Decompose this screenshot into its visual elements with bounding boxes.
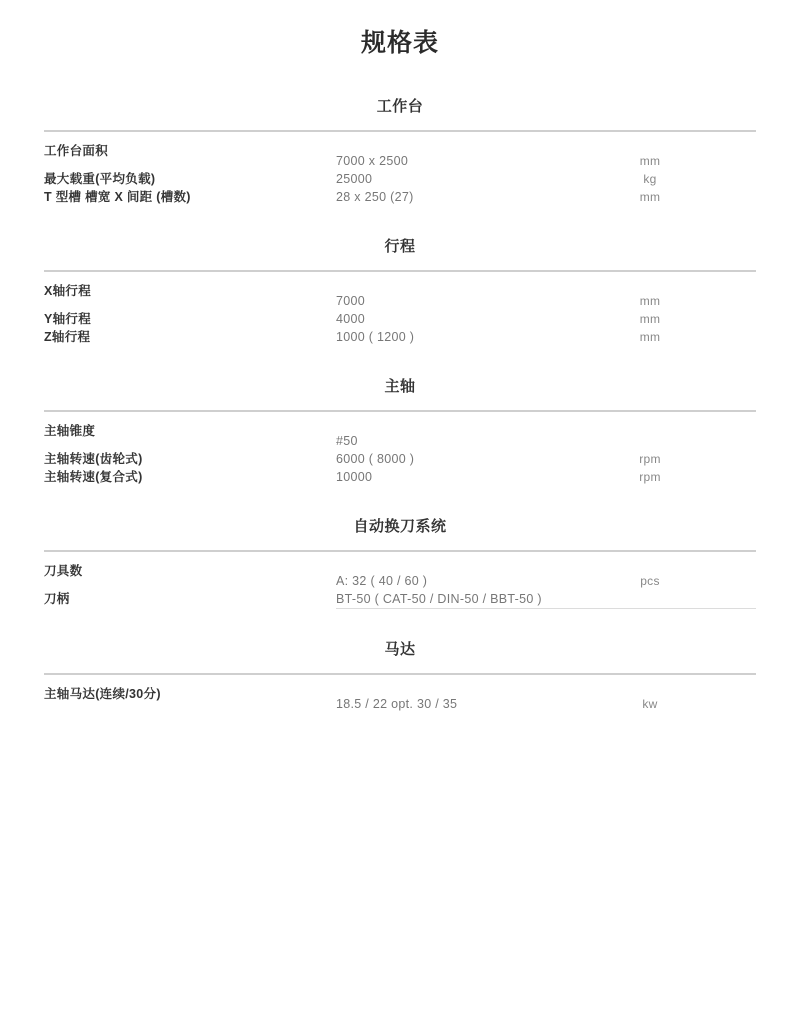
row-unit: kw	[642, 697, 658, 711]
table-row	[44, 328, 756, 346]
row-value: 7000 x 2500	[336, 154, 409, 168]
row-value: 4000	[336, 312, 366, 326]
row-label: X轴行程	[44, 284, 92, 298]
row-label: 刀柄	[44, 592, 70, 607]
row-value: 10000	[336, 470, 373, 484]
table-row	[44, 188, 756, 206]
section-title: 马达	[384, 641, 416, 658]
row-value: 28 x 250 (27)	[336, 190, 414, 204]
row-unit: mm	[639, 330, 661, 344]
row-unit	[544, 412, 756, 450]
row-unit: mm	[639, 294, 661, 308]
row-unit: rpm	[639, 470, 661, 484]
row-label: 最大载重(平均负载)	[44, 172, 156, 186]
table-row	[44, 132, 756, 170]
row-value: BT-50 ( CAT-50 / DIN-50 / BBT-50 )	[336, 590, 756, 609]
section-motor	[0, 635, 800, 713]
row-value: 7000	[336, 294, 366, 308]
table-row	[44, 590, 756, 609]
table-row	[44, 675, 756, 713]
row-unit: mm	[639, 154, 661, 168]
spec-sheet-page	[0, 20, 800, 713]
page-title: 规格表	[360, 29, 439, 57]
section-title: 主轴	[384, 378, 416, 395]
section-title: 行程	[384, 238, 416, 255]
row-label: Y轴行程	[44, 312, 92, 326]
row-label: 刀具数	[44, 564, 83, 578]
table-row	[44, 272, 756, 310]
row-label: 主轴锥度	[44, 424, 96, 438]
row-label: 主轴转速(齿轮式)	[44, 452, 143, 466]
spec-table	[44, 412, 756, 486]
row-label: T 型槽 槽宽 X 间距 (槽数)	[44, 190, 191, 204]
row-value: 1000 ( 1200 )	[336, 330, 415, 344]
row-label: Z轴行程	[44, 330, 91, 344]
row-unit: pcs	[640, 574, 660, 588]
table-row	[44, 468, 756, 486]
table-row	[44, 552, 756, 590]
row-label: 工作台面积	[44, 144, 109, 158]
spec-table	[44, 552, 756, 609]
row-value: #50	[336, 434, 358, 448]
section-spindle	[0, 372, 800, 486]
row-label: 主轴马达(连续/30分)	[44, 687, 161, 701]
spec-table	[44, 132, 756, 206]
row-unit: kg	[643, 172, 657, 186]
spec-table	[44, 272, 756, 346]
row-value: 25000	[336, 172, 373, 186]
section-title: 自动换刀系统	[353, 518, 447, 535]
section-atc	[0, 512, 800, 609]
row-unit: mm	[639, 190, 661, 204]
table-row	[44, 450, 756, 468]
table-row	[44, 170, 756, 188]
row-value: A: 32 ( 40 / 60 )	[336, 574, 428, 588]
row-value: 6000 ( 8000 )	[336, 452, 415, 466]
spec-table	[44, 675, 756, 713]
table-row	[44, 310, 756, 328]
row-label: 主轴转速(复合式)	[44, 470, 143, 484]
row-value: 18.5 / 22 opt. 30 / 35	[336, 697, 458, 711]
section-title: 工作台	[376, 98, 424, 115]
row-unit: mm	[639, 312, 661, 326]
table-row	[44, 412, 756, 450]
row-unit: rpm	[639, 452, 661, 466]
section-worktable	[0, 92, 800, 206]
section-travel	[0, 232, 800, 346]
